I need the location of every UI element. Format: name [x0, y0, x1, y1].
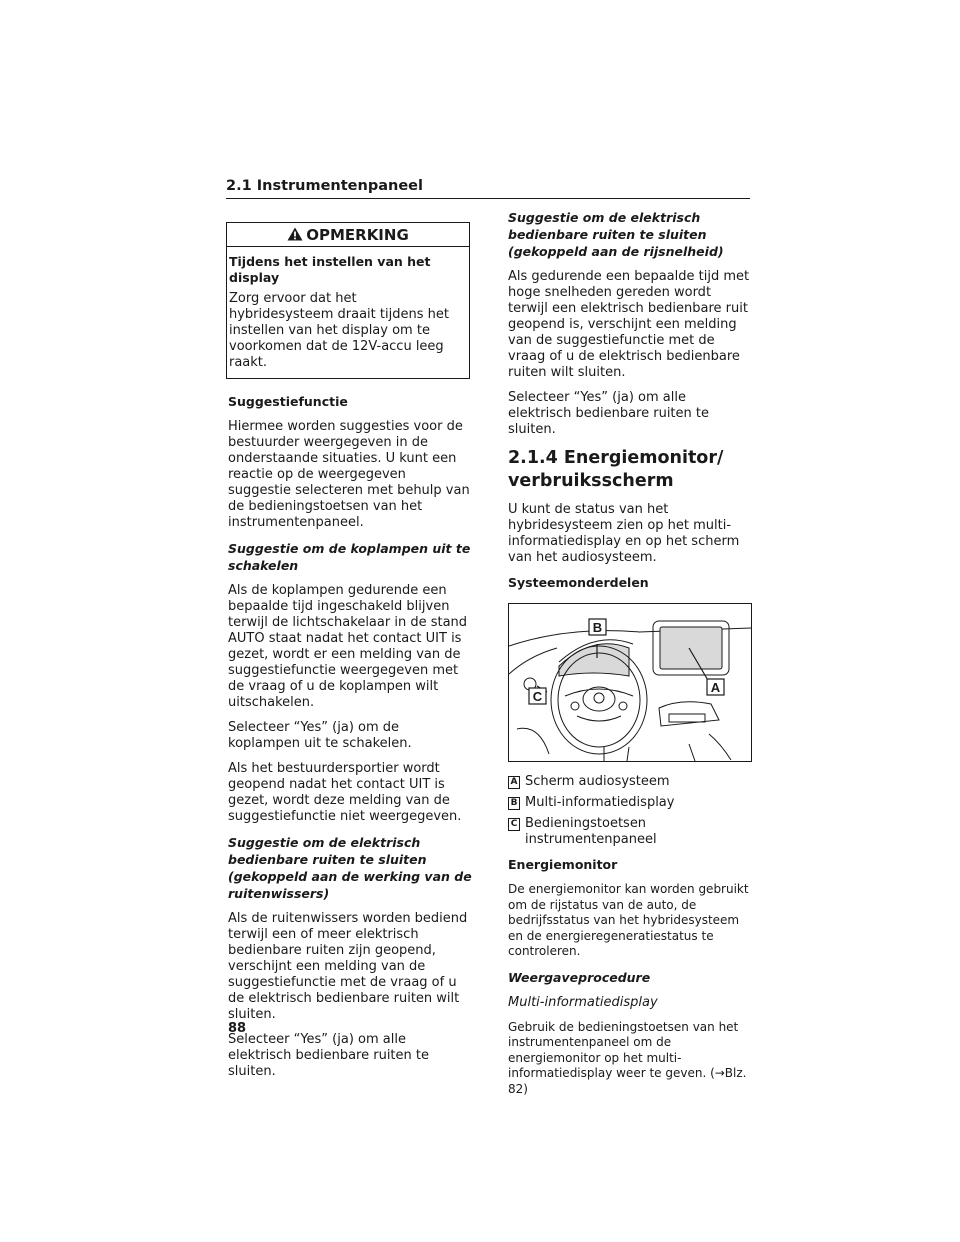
- notice-subtitle: Tijdens het instellen van het display: [229, 254, 431, 285]
- koplampen-paragraph-1: Als de koplampen gedurende een bepaalde tijd ingeschakeld blijven terwijl de lichtschakelaar in de stand AUTO staat nadat het contact UIT is gezet, wordt er een melding van de suggestiefunctie weergegeven met de vraag of u de koplampen wilt uitschakelen.: [228, 583, 468, 710]
- dashboard-drawing: [509, 604, 751, 761]
- legend-text-c: Bedieningstoetsen instrumentenpaneel: [525, 816, 657, 847]
- weergave-heading: Weergaveprocedure: [508, 969, 651, 985]
- koplampen-paragraph-3: Als het bestuurdersportier wordt geopend nadat het contact UIT is gezet, wordt deze melding van de suggestiefunctie niet weergegeven.: [228, 761, 462, 824]
- label-a: A: [710, 680, 721, 695]
- dashboard-illustration: [508, 603, 752, 762]
- suggestie-text: Hiermee worden suggesties voor de bestuurder weergegeven in de onderstaande situaties. U kunt een reactie op de weergegeven suggestie selecteren met behulp van de bedieningstoetsen van het instrumentenpaneel.: [228, 419, 470, 530]
- legend-key-a: A: [508, 776, 520, 789]
- notice-title-bar: [227, 223, 469, 247]
- ruiten-snelheid-heading: Suggestie om de elektrisch bedienbare ruiten te sluiten (gekoppeld aan de rijsnelheid): [508, 210, 724, 259]
- right-column: [508, 209, 752, 1106]
- multi-text: Gebruik de bedieningstoetsen van het instrumentenpaneel om de energiemonitor op het multi-informatiedisplay weer te geven. (→Blz. 82): [508, 1019, 747, 1096]
- notice-box: [226, 222, 470, 379]
- ruiten-wissers-heading: Suggestie om de elektrisch bedienbare ruiten te sluiten (gekoppeld aan de werking van de ruitenwissers): [228, 835, 472, 901]
- suggestie-heading: Suggestiefunctie: [228, 394, 348, 409]
- legend-text-b: Multi-informatiedisplay: [525, 795, 675, 810]
- ruiten-wissers-paragraph-2: Selecteer “Yes” (ja) om alle elektrisch bedienbare ruiten te sluiten.: [228, 1032, 429, 1079]
- legend-item-b: [508, 795, 752, 811]
- section-title: 2.1.4 Energiemonitor/ verbruiksscherm: [508, 448, 724, 491]
- energie-text: De energiemonitor kan worden gebruikt om de rijstatus van de auto, de bedrijfsstatus van het hybridesysteem en de energieregeneratiestatus te controleren.: [508, 882, 749, 958]
- koplampen-paragraph-2: Selecteer “Yes” (ja) om de koplampen uit te schakelen.: [228, 720, 412, 751]
- label-c: C: [532, 689, 543, 704]
- label-b: B: [592, 620, 603, 635]
- koplampen-heading: Suggestie om de koplampen uit te schakelen: [228, 541, 471, 573]
- notice-text: Zorg ervoor dat het hybridesysteem draait tijdens het instellen van het display om te voorkomen dat de 12V-accu leeg raakt.: [229, 291, 449, 370]
- warning-icon: [287, 227, 303, 241]
- ruiten-snelheid-paragraph-1: Als gedurende een bepaalde tijd met hoge snelheden gereden wordt terwijl een elektrisch bedienbare ruit geopend is, verschijnt een melding van de suggestiefunctie met de vraag of u de elektrisch bedienbare ruiten wilt sluiten.: [508, 269, 750, 380]
- ruiten-wissers-paragraph-1: Als de ruitenwissers worden bediend terwijl een of meer elektrisch bedienbare ruiten zijn geopend, verschijnt een melding van de suggestiefunctie met de vraag of u de elektrisch bedienbare ruiten wilt sluiten.: [228, 911, 468, 1022]
- notice-title: OPMERKING: [306, 226, 409, 244]
- legend-item-a: [508, 774, 752, 790]
- legend-text-a: Scherm audiosysteem: [525, 774, 670, 789]
- section-intro: U kunt de status van het hybridesysteem zien op het multi-informatiedisplay en op het scherm van het audiosysteem.: [508, 502, 740, 565]
- legend-key-c: C: [508, 818, 520, 831]
- legend-key-b: B: [508, 797, 520, 810]
- multi-subheading: Multi-informatiedisplay: [508, 994, 658, 1010]
- section-header: 2.1 Instrumentenpaneel: [226, 178, 750, 199]
- energie-heading: Energiemonitor: [508, 857, 618, 872]
- legend-item-c: [508, 816, 752, 848]
- left-column: [228, 222, 472, 1089]
- ruiten-snelheid-paragraph-2: Selecteer “Yes” (ja) om alle elektrisch bedienbare ruiten te sluiten.: [508, 390, 709, 437]
- notice-body: [227, 247, 469, 378]
- systeem-heading: Systeemonderdelen: [508, 575, 649, 590]
- page-number: 88: [228, 1021, 247, 1036]
